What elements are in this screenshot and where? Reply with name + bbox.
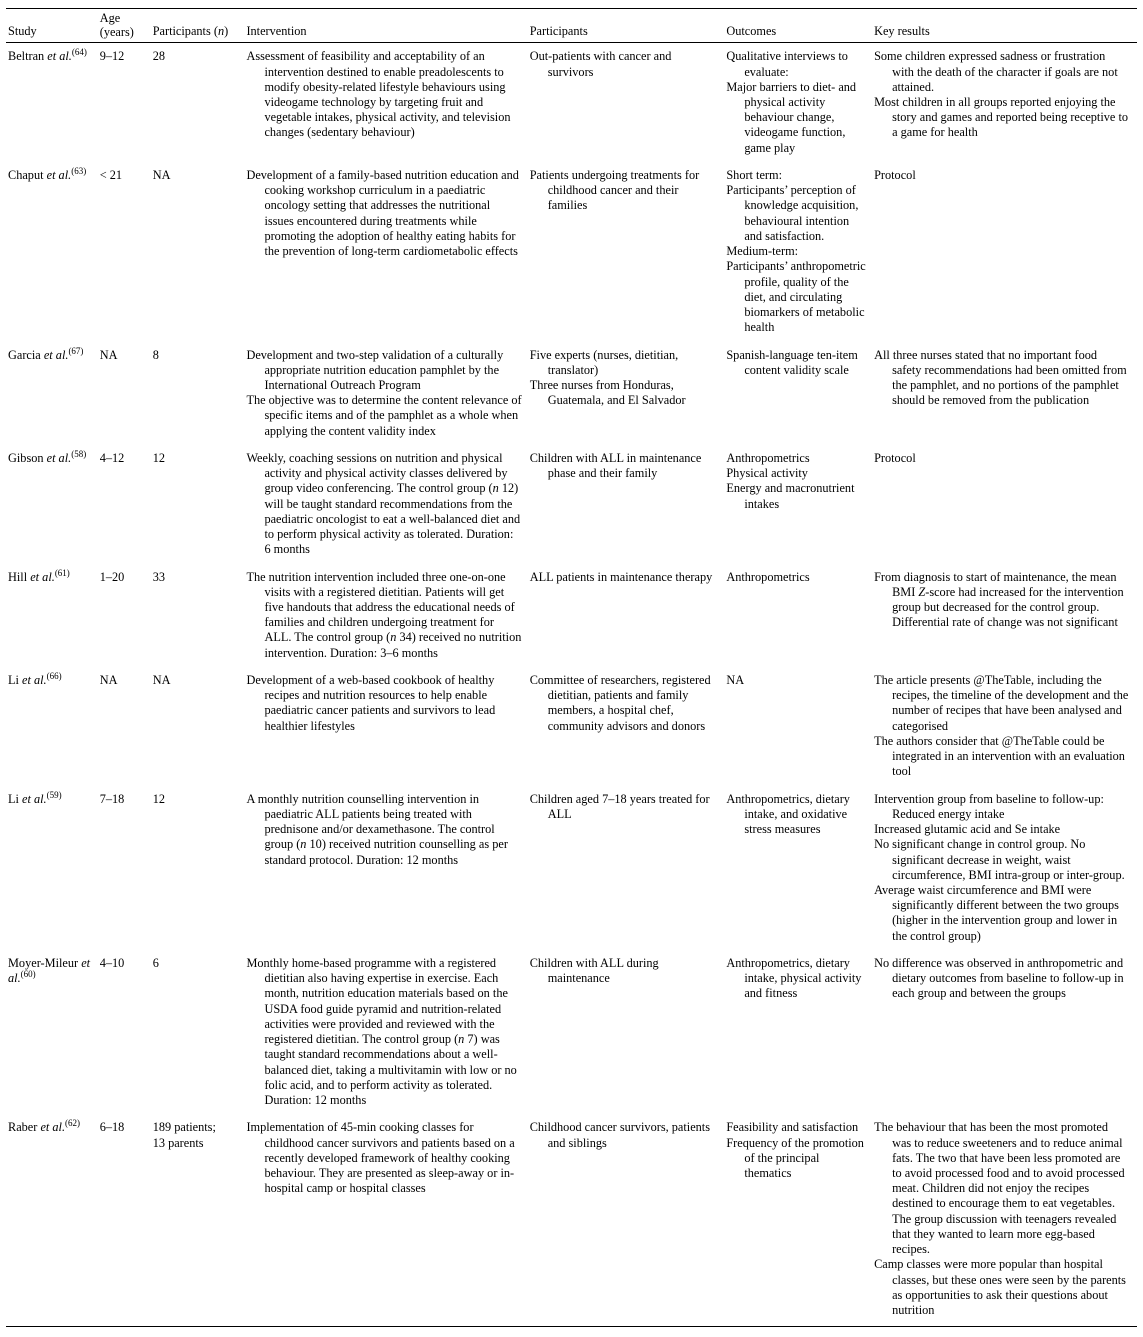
key-results-text: Protocol bbox=[874, 450, 916, 465]
cell-age: 7–18 bbox=[99, 791, 125, 806]
table-row bbox=[6, 564, 1137, 667]
cell-participants-n: 6 bbox=[152, 955, 159, 970]
table-row bbox=[6, 1114, 1137, 1327]
cell-study: Gibson et al.$^{(58)}$ bbox=[8, 448, 87, 465]
column-header-key-results: Key results bbox=[874, 9, 1137, 43]
cell-participants bbox=[530, 445, 727, 564]
cell-study: Chaput et al.$^{(63)}$ bbox=[8, 165, 87, 182]
intervention-text: Weekly, coaching sessions on nutrition and physical activity and physical activity classes delivered by group video conferencing. The control group (n 12) will be taught standard recommendations from the paediatric oncologist to eat a well-balanced diet and to perform physical activity as tolerated. Duration: 6 months bbox=[246, 450, 521, 557]
intervention-text: Implementation of 45-min cooking classes for childhood cancer survivors and patients based on a recently developed framework of healthy cooking behaviour. They are presented as sleep-away or in-hospital camp or hospital classes bbox=[246, 1120, 515, 1196]
cell-participants-n: 8 bbox=[152, 347, 159, 362]
cell-outcomes bbox=[726, 445, 874, 564]
cell-outcomes bbox=[726, 162, 874, 342]
cell-participants-n: 12 bbox=[152, 791, 165, 806]
cell-intervention bbox=[246, 564, 529, 667]
table-row bbox=[6, 162, 1137, 342]
column-header-age-line2: (years) bbox=[99, 25, 134, 40]
intervention-text: Assessment of feasibility and acceptability of an intervention destined to enable preadolescents to modify obesity-related lifestyle behaviours using videogame technology by targeting fruit and vegetable intakes, physical activity, and television changes (sedentary behaviour) bbox=[246, 49, 511, 140]
key-results-text: The article presents @TheTable, including the recipes, the timeline of the development and the number of recipes that have been analysed and categorised bbox=[874, 672, 1129, 733]
column-header-intervention: Intervention bbox=[246, 9, 529, 43]
column-header-participants-n-text: Participants (n) bbox=[152, 24, 229, 39]
cell-participants bbox=[530, 667, 727, 786]
cell-outcomes bbox=[726, 1114, 874, 1327]
cell-key-results bbox=[874, 564, 1137, 667]
cell-study: Moyer-Mileur et al.$^{(60)}$ bbox=[8, 955, 91, 986]
cell-study: Garcia et al.$^{(67)}$ bbox=[8, 345, 84, 362]
cell-key-results bbox=[874, 950, 1137, 1114]
cell-participants bbox=[530, 564, 727, 667]
cell-intervention bbox=[246, 162, 529, 342]
cell-age: NA bbox=[99, 672, 118, 687]
cell-intervention bbox=[246, 445, 529, 564]
outcomes-text: Energy and macronutrient intakes bbox=[726, 481, 855, 511]
cell-participants bbox=[530, 43, 727, 162]
cell-intervention bbox=[246, 667, 529, 786]
key-results-text: All three nurses stated that no important food safety recommendations had been omitted from the pamphlet, and no portions of the pamphlet should be removed from the publication bbox=[874, 347, 1127, 408]
outcomes-text: Major barriers to diet- and physical activity behaviour change, videogame function, game play bbox=[726, 79, 857, 155]
outcomes-text: Spanish-language ten-item content validity scale bbox=[726, 347, 858, 377]
cell-participants-n: 12 bbox=[152, 450, 165, 465]
intervention-text: Development and two-step validation of a culturally appropriate nutrition education pamphlet by the International Outreach Program bbox=[246, 347, 504, 392]
cell-intervention bbox=[246, 1114, 529, 1327]
cell-outcomes bbox=[726, 564, 874, 667]
cell-participants-n: NA bbox=[152, 672, 171, 687]
cell-key-results bbox=[874, 162, 1137, 342]
cell-outcomes bbox=[726, 786, 874, 950]
column-header-participants-n bbox=[153, 9, 247, 43]
outcomes-text: Anthropometrics, dietary intake, and oxidative stress measures bbox=[726, 791, 850, 837]
cell-intervention bbox=[246, 950, 529, 1114]
cell-key-results bbox=[874, 43, 1137, 162]
participants-text: ALL patients in maintenance therapy bbox=[529, 569, 713, 584]
cell-age: 1–20 bbox=[99, 569, 125, 584]
cell-key-results bbox=[874, 1114, 1137, 1327]
cell-participants-n: 28 bbox=[152, 49, 165, 64]
outcomes-text: Anthropometrics, dietary intake, physical activity and fitness bbox=[726, 955, 862, 1001]
cell-key-results bbox=[874, 342, 1137, 445]
participants-text: Out-patients with cancer and survivors bbox=[529, 49, 672, 79]
cell-key-results bbox=[874, 786, 1137, 950]
table-row bbox=[6, 43, 1137, 162]
intervention-text: The nutrition intervention included three one-on-one visits with a registered dietitian. Patients will get five handouts that address the educational needs of families and children undergoing treatment for ALL. The control group (n 34) received no nutrition intervention. Duration: 3–6 months bbox=[246, 569, 522, 660]
participants-text: Five experts (nurses, dietitian, translator) bbox=[529, 347, 679, 377]
cell-outcomes bbox=[726, 43, 874, 162]
cell-study: Hill et al.$^{(61)}$ bbox=[8, 567, 70, 584]
participants-text: Children with ALL during maintenance bbox=[529, 955, 659, 986]
outcomes-text: Short term: bbox=[726, 167, 783, 182]
key-results-text: Increased glutamic acid and Se intake bbox=[874, 822, 1061, 837]
participants-text: Children with ALL in maintenance phase and their family bbox=[529, 450, 702, 481]
table-row bbox=[6, 786, 1137, 950]
outcomes-text: Medium-term: bbox=[726, 244, 799, 259]
table-row bbox=[6, 445, 1137, 564]
participants-text: Committee of researchers, registered dietitian, patients and family members, a hospital chef, community advisors and donors bbox=[529, 672, 711, 733]
key-results-text: Some children expressed sadness or frustration with the death of the character if goals are not attained. bbox=[874, 49, 1118, 94]
cell-study: Li et al.$^{(59)}$ bbox=[8, 789, 62, 806]
column-header-age bbox=[100, 9, 153, 43]
cell-intervention bbox=[246, 786, 529, 950]
cell-outcomes bbox=[726, 342, 874, 445]
key-results-text: Camp classes were more popular than hospital classes, but these ones were seen by the parents as opportunities to ask their questions about nutrition bbox=[874, 1257, 1126, 1318]
cell-key-results bbox=[874, 667, 1137, 786]
outcomes-text: Participants’ perception of knowledge acquisition, behavioural intention and satisfaction. bbox=[726, 183, 859, 243]
participants-text: Three nurses from Honduras, Guatemala, and El Salvador bbox=[529, 377, 686, 408]
cell-study: Beltran et al.$^{(64)}$ bbox=[8, 47, 87, 64]
key-results-text: The behaviour that has been the most promoted was to reduce sweeteners and to reduce animal fats. The two that have been less promoted are to avoid processed food and to avoid processed meat. Children did not enjoy the recipes destined to encourage them to eat vegetables. The group discussion with teenagers revealed that they wanted to learn more egg-based recipes. bbox=[874, 1120, 1125, 1257]
key-results-text: No significant change in control group. No significant decrease in weight, waist circumference, BMI intra-group or inter-group. bbox=[874, 837, 1125, 882]
outcomes-text: Anthropometrics bbox=[726, 569, 810, 584]
column-header-study: Study bbox=[6, 9, 100, 43]
intervention-text: Development of a family-based nutrition education and cooking workshop curriculum in a paediatric oncology setting that addresses the nutritional issues encountered during treatments while promoting the adoption of healthy eating habits for the prevention of long-term cardiometabolic effects bbox=[246, 167, 519, 259]
table-body bbox=[6, 43, 1137, 1327]
column-header-outcomes: Outcomes bbox=[726, 9, 874, 43]
outcomes-text: Feasibility and satisfaction bbox=[726, 1120, 859, 1135]
participants-text: Patients undergoing treatments for childhood cancer and their families bbox=[529, 167, 700, 213]
column-header-participants: Participants bbox=[530, 9, 727, 43]
cell-intervention bbox=[246, 43, 529, 162]
outcomes-text: Qualitative interviews to evaluate: bbox=[726, 49, 848, 79]
study-characteristics-table bbox=[6, 8, 1137, 1327]
cell-participants bbox=[530, 1114, 727, 1327]
table-row bbox=[6, 342, 1137, 445]
intervention-text: A monthly nutrition counselling intervention in paediatric ALL patients being treated with prednisone and/or dexamethasone. The control group (n 10) received nutrition counselling as per standard protocol. Duration: 12 months bbox=[246, 791, 508, 867]
column-header-age-line1: Age bbox=[99, 11, 121, 25]
cell-participants-n: 189 patients; 13 parents bbox=[153, 1114, 247, 1327]
cell-intervention bbox=[246, 342, 529, 445]
cell-participants bbox=[530, 162, 727, 342]
key-results-text: Intervention group from baseline to follow-up: Reduced energy intake bbox=[874, 791, 1104, 821]
cell-participants-n: NA bbox=[152, 167, 171, 182]
intervention-text: Monthly home-based programme with a registered dietitian also having expertise in exercise. Each month, nutrition education materials based on the USDA food guide pyramid and nutrition-related activities were provided and reviewed with the registered dietitian. The control group (n 7) was taught standard recommendations about a well-balanced diet, taking a multivitamin with low or no folic acid, and to perform activity as tolerated. Duration: 12 months bbox=[246, 955, 517, 1108]
cell-study: Li et al.$^{(66)}$ bbox=[8, 670, 62, 687]
cell-study: Raber et al.$^{(62)}$ bbox=[6, 1114, 100, 1327]
intervention-text: Development of a web-based cookbook of healthy recipes and nutrition resources to help enable paediatric cancer patients and survivors to lead healthier lifestyles bbox=[246, 672, 496, 733]
cell-key-results bbox=[874, 445, 1137, 564]
cell-age: 4–12 bbox=[99, 450, 125, 465]
key-results-text: No difference was observed in anthropometric and dietary outcomes from baseline to follow-up in each group and between the groups bbox=[874, 955, 1124, 1001]
outcomes-text: Frequency of the promotion of the principal thematics bbox=[726, 1135, 864, 1180]
key-results-text: Average waist circumference and BMI were significantly different between the two groups (higher in the intervention group and lower in the control group) bbox=[874, 883, 1119, 943]
cell-participants bbox=[530, 950, 727, 1114]
table-header bbox=[6, 9, 1137, 43]
intervention-text: The objective was to determine the content relevance of specific items and of the pamphlet as a whole when applying the content validity index bbox=[246, 393, 522, 438]
cell-participants-n: 33 bbox=[152, 569, 165, 584]
cell-participants bbox=[530, 342, 727, 445]
outcomes-text: Participants’ anthropometric profile, quality of the diet, and circulating biomarkers of metabolic health bbox=[726, 259, 866, 335]
key-results-text: Most children in all groups reported enjoying the story and games and reported being receptive to a game for health bbox=[874, 94, 1129, 140]
cell-age: 9–12 bbox=[99, 49, 125, 64]
cell-age: NA bbox=[99, 347, 118, 362]
outcomes-text: Anthropometrics bbox=[726, 450, 810, 465]
header-row bbox=[6, 9, 1137, 43]
cell-participants bbox=[530, 786, 727, 950]
table-row bbox=[6, 950, 1137, 1114]
cell-outcomes bbox=[726, 667, 874, 786]
participants-text: Children aged 7–18 years treated for ALL bbox=[529, 791, 710, 821]
cell-outcomes bbox=[726, 950, 874, 1114]
key-results-text: The authors consider that @TheTable could be integrated in an intervention with an evaluation tool bbox=[874, 733, 1125, 779]
participants-text: Childhood cancer survivors, patients and siblings bbox=[529, 1120, 711, 1150]
outcomes-text: NA bbox=[726, 672, 745, 687]
cell-age: 4–10 bbox=[99, 955, 125, 970]
key-results-text: Protocol bbox=[874, 167, 916, 182]
cell-age: < 21 bbox=[99, 167, 123, 182]
cell-age: 6–18 bbox=[100, 1114, 153, 1327]
outcomes-text: Physical activity bbox=[726, 466, 808, 481]
key-results-text: From diagnosis to start of maintenance, the mean BMI Z-score had increased for the intervention group but decreased for the control group. Differential rate of change was not significant bbox=[874, 569, 1124, 630]
table-row bbox=[6, 667, 1137, 786]
